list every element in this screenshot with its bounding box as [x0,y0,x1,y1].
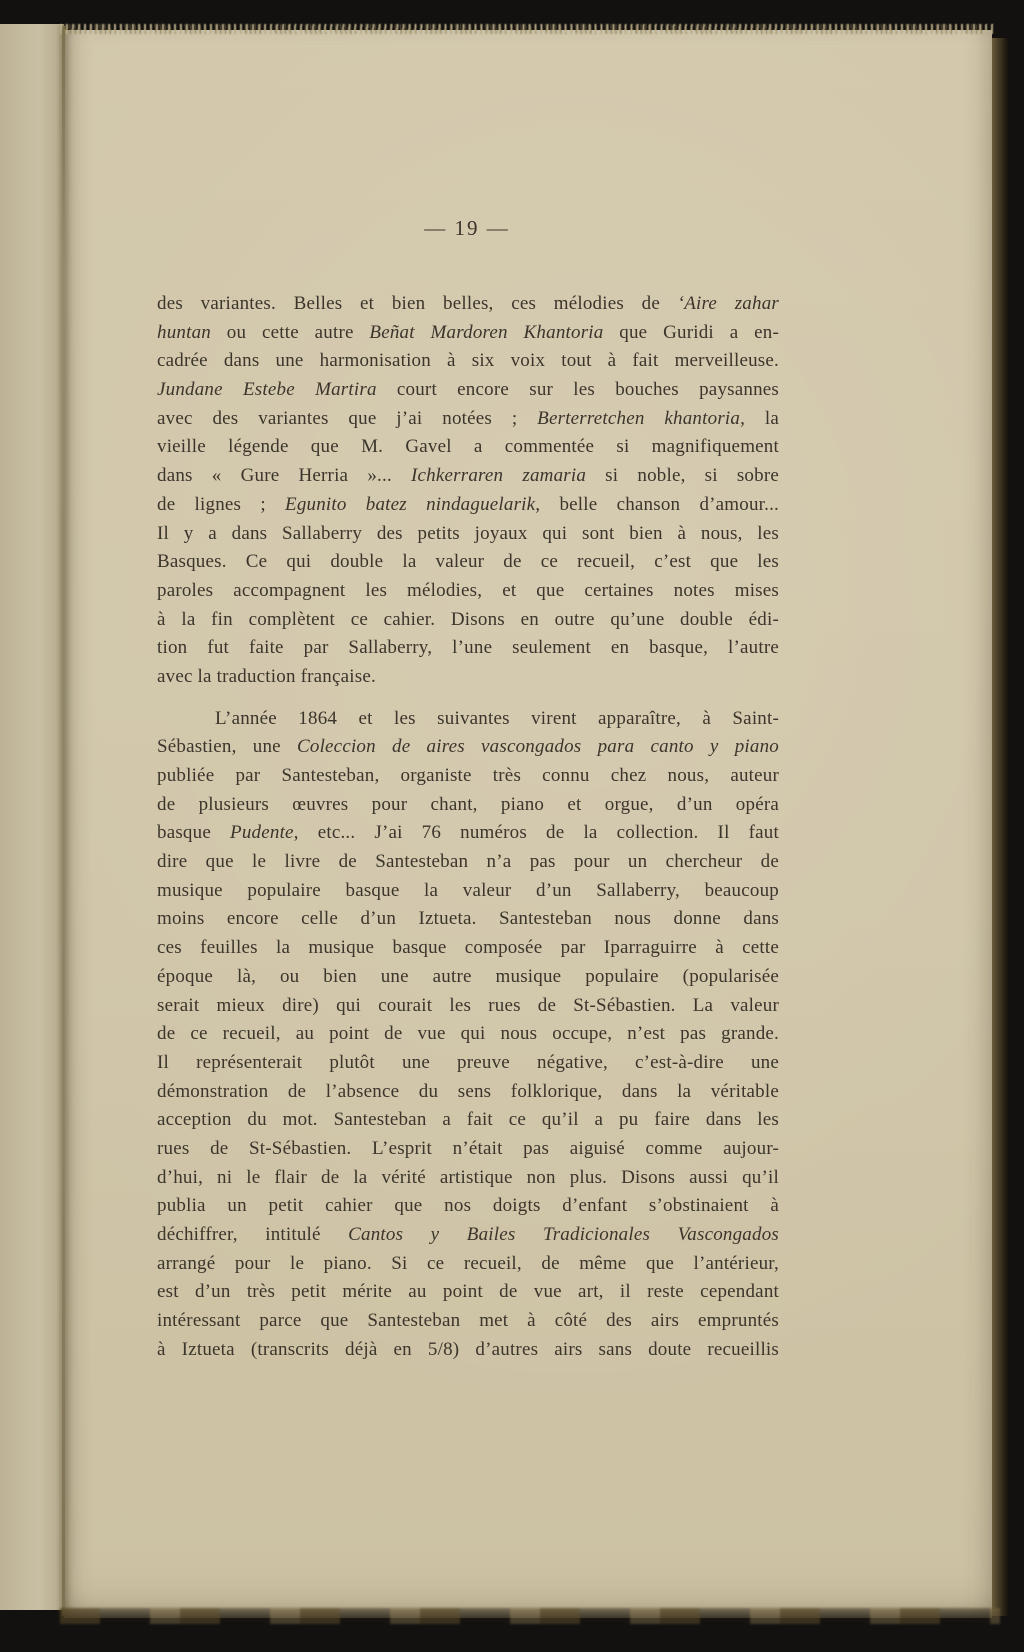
text-line [157,1221,779,1250]
page-stack-edge [992,38,1008,1616]
text-line [157,520,779,549]
roman-text: belle chanson d’amour... [540,493,780,515]
text-line [157,1020,779,1049]
text-line [157,347,779,376]
roman-text: publia un petit cahier que nos doigts d’enfant s’obstinaient à [157,1195,779,1217]
roman-text: cadrée dans une harmonisation à six voix tout à fait merveilleuse. [157,350,779,372]
roman-text: arrangé pour le piano. Si ce recueil, de même que l’antérieur, [157,1252,779,1274]
text-line [157,733,779,762]
text-line [157,376,779,405]
roman-text: de ce recueil, au point de vue qui nous occupe, n’est pas grande. [157,1023,779,1045]
italic-text: Ichkerraren zamaria [411,465,587,487]
roman-text: etc... J’ai 76 numéros de la collection. Il faut [298,822,779,844]
roman-text: acception du mot. Santesteban a fait ce qu’il a pu faire dans les [157,1109,779,1131]
roman-text: dans « Gure Herria »... [157,465,411,487]
text-line [157,877,779,906]
roman-text: époque là, ou bien une autre musique populaire (popularisée [157,965,779,987]
paragraph [157,290,779,692]
text-line [157,548,779,577]
previous-page-edge [0,24,64,1610]
italic-text: Coleccion de aires vascongados para canto y piano [297,736,779,758]
roman-text: dire que le livre de Santesteban n’a pas pour un chercheur de [157,851,779,873]
text-line [157,1106,779,1135]
book-page [64,30,992,1618]
roman-text: ou cette autre [210,321,370,343]
italic-text: ʻAire zahar [677,293,779,314]
roman-text: à la fin complètent ce cahier. Disons en outre qu’une double édi- [157,608,779,630]
italic-text: Beñat Mardoren Khantoria [369,321,604,343]
text-line [157,634,779,663]
text-line [157,606,779,635]
roman-text: d’hui, ni le flair de la vérité artistique non plus. Disons aussi qu’il [157,1166,779,1188]
text-line [157,791,779,820]
text-line [157,1336,779,1365]
roman-text: vieille légende que M. Gavel a commentée si magnifiquement [157,436,779,458]
text-line [157,1250,779,1279]
roman-text: ces feuilles la musique basque composée par Iparraguirre à cette [157,937,779,959]
text-line [157,405,779,434]
text-line [157,663,779,692]
roman-text: que Guridi a en- [603,321,779,343]
roman-text: court encore sur les bouches paysannes [376,379,779,401]
roman-text: avec la traduction française. [157,665,376,687]
roman-text: la [745,407,779,429]
text-line [157,762,779,791]
roman-text: musique populaire basque la valeur d’un Sallaberry, beaucoup [157,879,779,901]
italic-text: Jundane Estebe Martira [157,379,377,401]
roman-text: à Iztueta (transcrits déjà en 5/8) d’autres airs sans doute recueillis [157,1338,779,1360]
text-line [157,905,779,934]
roman-text: paroles accompagnent les mélodies, et que certaines notes mises [157,579,779,601]
text-line [157,1164,779,1193]
page-top-deckle-edge [60,24,994,34]
roman-text: rues de St-Sébastien. L’esprit n’était pas aiguisé comme aujour- [157,1137,779,1159]
text-line [157,1278,779,1307]
roman-text: avec des variantes que j’ai notées ; [157,407,538,429]
text-line [157,491,779,520]
text-line [157,705,779,734]
text-line [157,433,779,462]
roman-text: de plusieurs œuvres pour chant, piano et orgue, d’un opéra [157,793,779,815]
text-line [157,1078,779,1107]
roman-text: des variantes. Belles et bien belles, ces mélodies de [157,293,678,314]
roman-text: Il y a dans Sallaberry des petits joyaux qui sont bien à nous, les [157,522,779,544]
italic-text: Berterretchen khantoria, [537,407,746,429]
roman-text: démonstration de l’absence du sens folklorique, dans la véritable [157,1080,779,1102]
text-line [157,1135,779,1164]
roman-text: L’année 1864 et les suivantes virent apparaître, à Saint- [215,707,779,729]
text-line [157,462,779,491]
text-line [157,319,779,348]
page-number: — 19 — [424,216,510,240]
roman-text: si noble, si sobre [586,465,779,487]
italic-text: Cantos y Bailes Tradicionales Vascongados [348,1224,779,1245]
roman-text: moins encore celle d’un Iztueta. Santesteban nous donne dans [157,908,779,930]
text-line [157,848,779,877]
italic-text: huntan [157,321,211,343]
text-line [157,290,779,319]
roman-text: publiée par Santesteban, organiste très connu chez nous, auteur [157,765,779,786]
roman-text: Il représenterait plutôt une preuve négative, c’est-à-dire une [157,1051,779,1073]
page-bottom-edge [60,1608,1000,1624]
text-block [157,290,779,1364]
roman-text: est d’un très petit mérite au point de vue art, il reste cependant [157,1281,779,1303]
roman-text: tion fut faite par Sallaberry, l’une seulement en basque, l’autre [157,637,779,659]
roman-text: serait mieux dire) qui courait les rues de St-Sébastien. La valeur [157,994,779,1016]
paragraph [157,705,779,1365]
text-line [157,934,779,963]
gutter-crease [62,26,65,1616]
text-line [157,1049,779,1078]
italic-text: Egunito batez nindaguelarik, [285,493,541,515]
roman-text: Basques. Ce qui double la valeur de ce recueil, c’est que les [157,551,779,573]
roman-text: de lignes ; [157,493,286,515]
text-line [157,819,779,848]
roman-text: déchiffrer, intitulé [157,1224,349,1245]
text-line [157,992,779,1021]
roman-text: Sébastien, une [157,736,297,758]
roman-text: intéressant parce que Santesteban met à côté des airs empruntés [157,1310,779,1332]
text-line [157,1192,779,1221]
text-line [157,577,779,606]
italic-text: Pudente, [230,822,299,844]
roman-text: basque [157,822,231,844]
text-line [157,963,779,992]
text-line [157,1307,779,1336]
